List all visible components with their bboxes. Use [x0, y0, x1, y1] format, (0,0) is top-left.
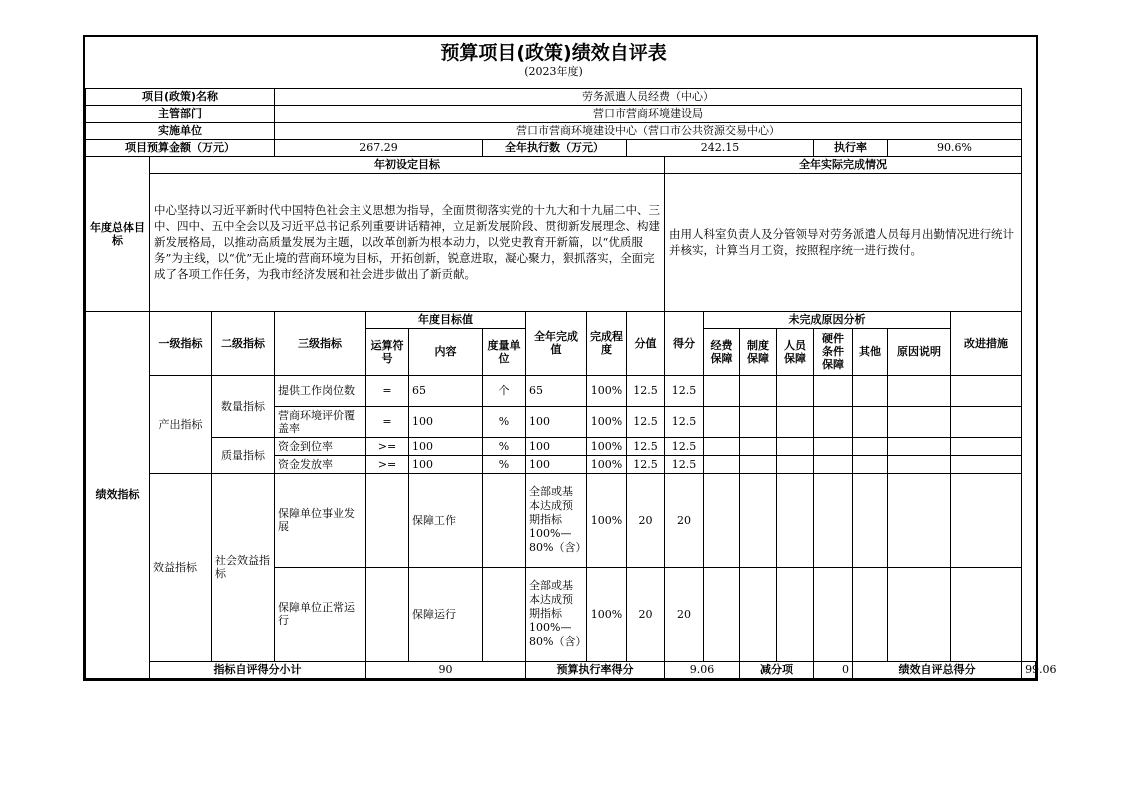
indicator-unit: % — [483, 406, 526, 437]
goal-header: 年初设定目标 — [150, 156, 665, 173]
rate-label: 执行率 — [814, 139, 888, 156]
indicator-content: 100 — [409, 437, 483, 455]
performance-indicators-label: 绩效指标 — [86, 311, 150, 678]
header-reason-note: 原因说明 — [888, 328, 951, 375]
indicator-done: 全部或基本达成预期指标100%—80%（含） — [526, 567, 587, 661]
header-unit: 度量单位 — [483, 328, 526, 375]
indicator-full: 12.5 — [627, 375, 665, 406]
indicator-score: 12.5 — [665, 437, 704, 455]
indicator-name: 资金发放率 — [275, 455, 366, 473]
header-level3: 三级指标 — [275, 311, 366, 375]
actual-header: 全年实际完成情况 — [665, 156, 1022, 173]
exec-value: 242.15 — [627, 139, 814, 156]
indicator-done: 100 — [526, 437, 587, 455]
group-social: 社会效益指标 — [212, 473, 275, 661]
indicator-content: 100 — [409, 406, 483, 437]
indicator-score: 20 — [665, 567, 704, 661]
actual-text: 由用人科室负责人及分管领导对劳务派遣人员每月出勤情况进行统计并核实，计算当月工资，按照程序统一进行拨付。 — [665, 173, 1022, 311]
indicator-name: 保障单位正常运行 — [275, 567, 366, 661]
total-value: 99.06 — [1022, 661, 1036, 678]
indicator-content: 保障运行 — [409, 567, 483, 661]
indicator-full: 12.5 — [627, 406, 665, 437]
indicator-done: 100 — [526, 406, 587, 437]
report-year: (2023年度) — [524, 65, 583, 78]
indicator-name: 营商环境评价覆盖率 — [275, 406, 366, 437]
dept-label: 主管部门 — [86, 105, 275, 122]
indicator-score: 12.5 — [665, 455, 704, 473]
goal-text: 中心坚持以习近平新时代中国特色社会主义思想为指导，全面贯彻落实党的十九大和十九届二中、三中、四中、五中全会以及习近平总书记系列重要讲话精神，立足新发展阶段、贯彻新发展理念、构建新发展格局，以推动高质量发展为主题，以改革创新为根本动力，以党史教育开新篇，以“优质服务”为主线，以“优”无止境的营商环境为目标，开拓创新，锐意进取，凝心聚力，狠抓落实，全面完成了各项工作任务，为我市经济发展和社会进步做出了新贡献。 — [150, 173, 665, 311]
header-level2: 二级指标 — [212, 311, 275, 375]
project-name-label: 项目(政策)名称 — [86, 88, 275, 105]
indicator-score: 20 — [665, 473, 704, 567]
header-score: 得分 — [665, 311, 704, 375]
exec-score-label: 预算执行率得分 — [526, 661, 665, 678]
deduct-label: 减分项 — [740, 661, 814, 678]
header-score-full: 分值 — [627, 311, 665, 375]
dept-value: 营口市营商环境建设局 — [275, 105, 1022, 122]
budget-label: 项目预算金额（万元） — [86, 139, 275, 156]
table-row — [86, 473, 1036, 567]
indicator-op — [366, 473, 409, 567]
indicator-degree: 100% — [587, 567, 627, 661]
indicator-degree: 100% — [587, 437, 627, 455]
indicator-unit: 个 — [483, 375, 526, 406]
subtotal-value: 90 — [366, 661, 526, 678]
total-label: 绩效自评总得分 — [853, 661, 1022, 678]
indicator-full: 20 — [627, 473, 665, 567]
table-row — [86, 437, 1036, 455]
header-improve: 改进措施 — [951, 311, 1022, 375]
rate-value: 90.6% — [888, 139, 1022, 156]
indicator-degree: 100% — [587, 473, 627, 567]
header-reason-funding: 经费保障 — [704, 328, 740, 375]
indicator-full: 12.5 — [627, 437, 665, 455]
indicator-unit — [483, 473, 526, 567]
group-output: 产出指标 — [150, 375, 212, 473]
header-level1: 一级指标 — [150, 311, 212, 375]
header-reason-other: 其他 — [853, 328, 888, 375]
indicator-done: 65 — [526, 375, 587, 406]
indicator-content: 100 — [409, 455, 483, 473]
unit-label: 实施单位 — [86, 122, 275, 139]
header-reason-staff: 人员保障 — [777, 328, 814, 375]
indicator-done: 全部或基本达成预期指标100%—80%（含） — [526, 473, 587, 567]
group-benefit: 效益指标 — [150, 473, 212, 661]
indicator-score: 12.5 — [665, 375, 704, 406]
indicator-degree: 100% — [587, 455, 627, 473]
indicator-op: >= — [366, 455, 409, 473]
indicator-name: 保障单位事业发展 — [275, 473, 366, 567]
indicator-op: = — [366, 406, 409, 437]
indicator-score: 12.5 — [665, 406, 704, 437]
indicator-name: 提供工作岗位数 — [275, 375, 366, 406]
exec-score-value: 9.06 — [665, 661, 740, 678]
table-row — [86, 375, 1036, 406]
indicator-name: 资金到位率 — [275, 437, 366, 455]
header-content: 内容 — [409, 328, 483, 375]
indicator-full: 12.5 — [627, 455, 665, 473]
indicator-content: 65 — [409, 375, 483, 406]
header-target: 年度目标值 — [366, 311, 526, 328]
indicator-content: 保障工作 — [409, 473, 483, 567]
header-degree: 完成程度 — [587, 311, 627, 375]
indicator-op — [366, 567, 409, 661]
indicator-degree: 100% — [587, 406, 627, 437]
performance-evaluation-sheet — [83, 35, 1057, 681]
exec-label: 全年执行数（万元） — [483, 139, 627, 156]
header-reason-system: 制度保障 — [740, 328, 777, 375]
indicator-full: 20 — [627, 567, 665, 661]
indicator-op: >= — [366, 437, 409, 455]
header-reason-hardware: 硬件条件保障 — [814, 328, 853, 375]
evaluation-table — [85, 37, 1057, 679]
group-quality: 质量指标 — [212, 437, 275, 473]
unit-value: 营口市营商环境建设中心（营口市公共资源交易中心） — [275, 122, 1022, 139]
indicator-unit — [483, 567, 526, 661]
indicator-op: = — [366, 375, 409, 406]
budget-value: 267.29 — [275, 139, 483, 156]
header-op: 运算符号 — [366, 328, 409, 375]
group-quantity: 数量指标 — [212, 375, 275, 437]
header-done: 全年完成值 — [526, 311, 587, 375]
indicator-done: 100 — [526, 455, 587, 473]
deduct-value: 0 — [814, 661, 853, 678]
project-name-value: 劳务派遣人员经费（中心） — [275, 88, 1022, 105]
indicator-unit: % — [483, 437, 526, 455]
header-reason: 未完成原因分析 — [704, 311, 951, 328]
annual-goal-label: 年度总体目标 — [86, 156, 150, 311]
subtotal-label: 指标自评得分小计 — [150, 661, 366, 678]
page-title: 预算项目(政策)绩效自评表 — [440, 42, 667, 64]
indicator-unit: % — [483, 455, 526, 473]
indicator-degree: 100% — [587, 375, 627, 406]
